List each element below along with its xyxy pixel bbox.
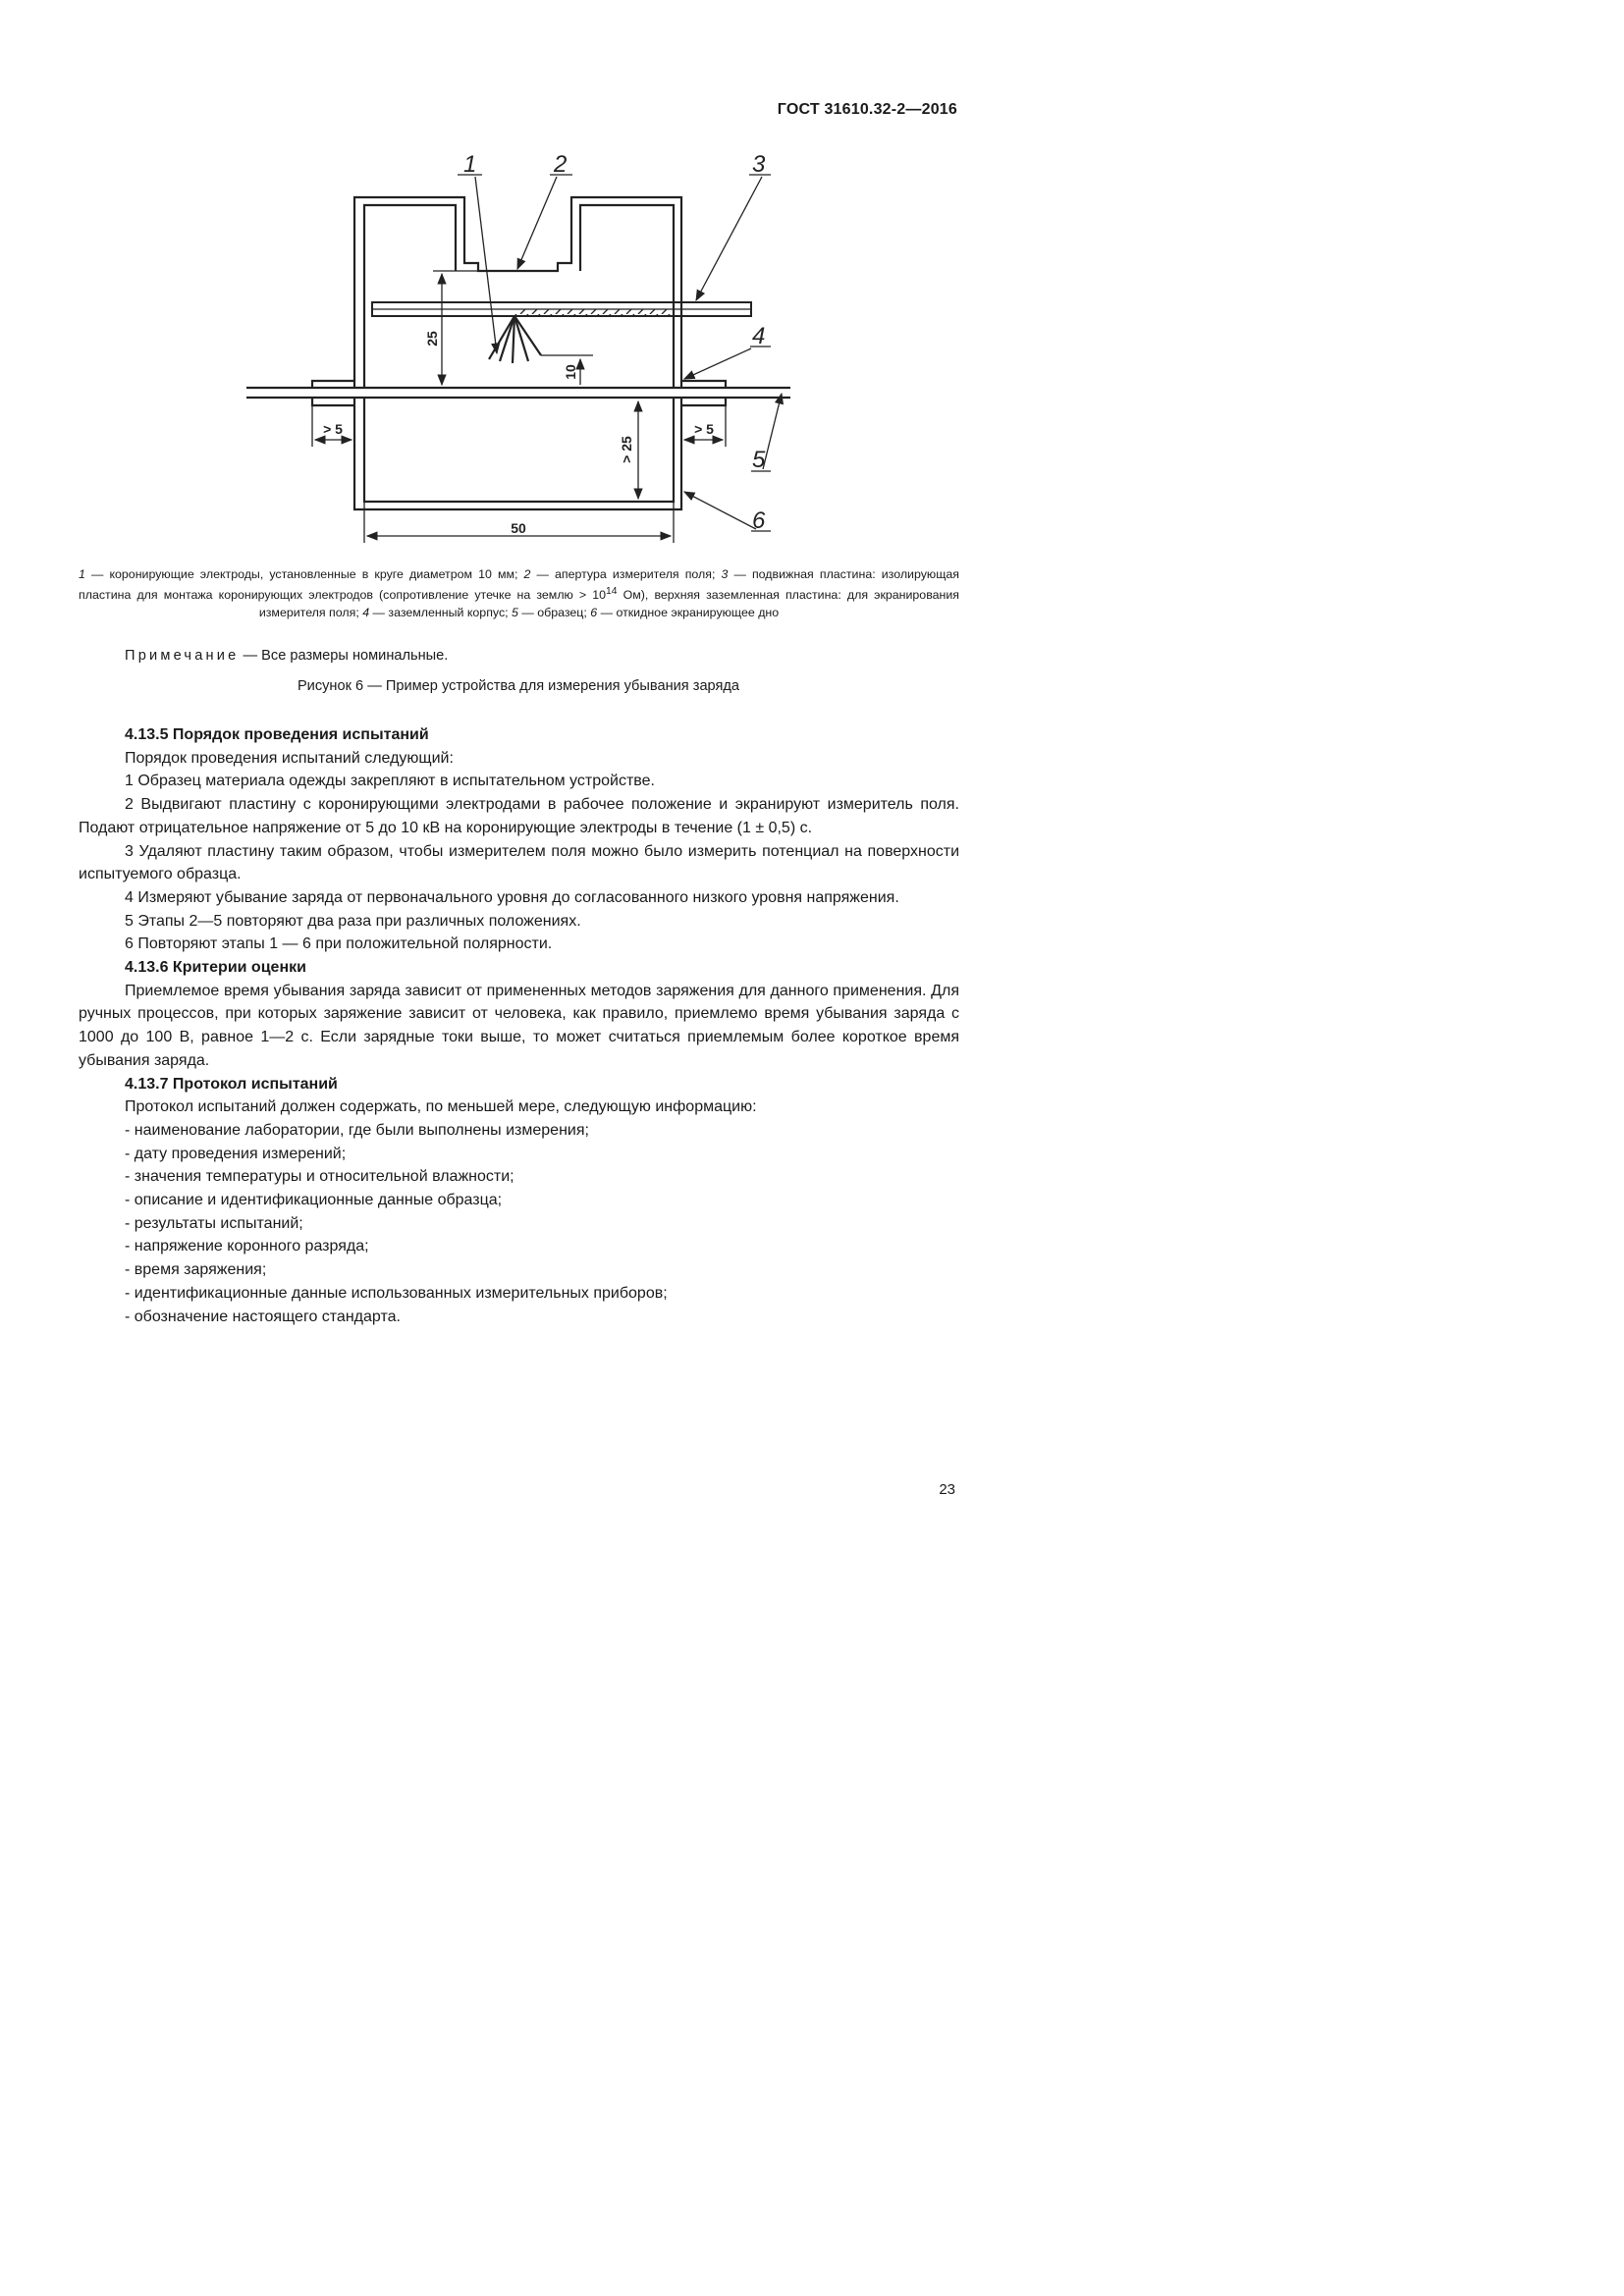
list-item: - наименование лаборатории, где были выполнены измерения; bbox=[125, 1121, 589, 1139]
dim-25: 25 bbox=[424, 331, 440, 347]
legend-text-5: — образец; bbox=[517, 606, 591, 620]
note-text: — Все размеры номинальные. bbox=[239, 648, 449, 664]
list-item: - результаты испытаний; bbox=[125, 1214, 303, 1232]
callout-5: 5 bbox=[752, 447, 766, 473]
dim-gt5-right: > 5 bbox=[694, 421, 714, 437]
list-item: - описание и идентификационные данные образца; bbox=[125, 1192, 503, 1209]
legend-superscript: 14 bbox=[606, 586, 618, 597]
list-item: - обозначение настоящего стандарта. bbox=[125, 1308, 401, 1325]
leader-lines bbox=[458, 175, 782, 531]
list-item: - идентификационные данные использованных измерительных приборов; bbox=[125, 1284, 668, 1302]
section-heading: 4.13.5 Порядок проведения испытаний bbox=[125, 726, 429, 743]
legend-num-5: 5 bbox=[512, 606, 518, 620]
list-item: - дату проведения измерений; bbox=[125, 1145, 347, 1162]
callout-1: 1 bbox=[463, 151, 477, 178]
legend-text-6: — откидное экранирующее дно bbox=[597, 606, 780, 620]
callout-3: 3 bbox=[752, 151, 766, 178]
paragraph: 6 Повторяют этапы 1 — 6 при положительной полярности. bbox=[125, 935, 553, 953]
corona-electrodes bbox=[489, 316, 593, 363]
dim-50: 50 bbox=[511, 520, 526, 536]
paragraph: 1 Образец материала одежды закрепляют в испытательном устройстве. bbox=[125, 773, 655, 790]
legend-num-4: 4 bbox=[362, 606, 370, 620]
legend-text-2: — апертура измерителя поля; bbox=[530, 567, 722, 581]
paragraph: 5 Этапы 2—5 повторяют два раза при различных положениях. bbox=[125, 912, 581, 930]
housing-outline bbox=[312, 197, 726, 509]
list-item: - значения температуры и относительной влажности; bbox=[125, 1168, 514, 1186]
callout-4: 4 bbox=[752, 323, 766, 349]
document-code: ГОСТ 31610.32-2—2016 bbox=[777, 101, 957, 118]
body-text bbox=[79, 723, 959, 1328]
paragraph: Порядок проведения испытаний следующий: bbox=[125, 749, 454, 767]
legend-num-6: 6 bbox=[590, 606, 598, 620]
legend-num-1: 1 bbox=[79, 567, 85, 581]
legend-text-3a: — подвижная пластина: изолирующая пластина для монтажа коронирующих электродов (сопротивление утечке на землю > 10 bbox=[79, 567, 960, 603]
movable-plate bbox=[372, 302, 751, 316]
legend-text-4: — заземленный корпус; bbox=[369, 606, 513, 620]
note-label: Примечание bbox=[125, 648, 240, 664]
legend-num-2: 2 bbox=[523, 567, 531, 581]
callout-2: 2 bbox=[554, 151, 568, 178]
legend-num-3: 3 bbox=[721, 567, 729, 581]
figure-legend bbox=[79, 565, 959, 621]
page-number: 23 bbox=[939, 1481, 955, 1498]
paragraph: Протокол испытаний должен содержать, по меньшей мере, следующую информацию: bbox=[125, 1098, 757, 1116]
sample-lines bbox=[246, 388, 790, 398]
callout-6: 6 bbox=[752, 507, 766, 534]
dim-10: 10 bbox=[563, 364, 578, 380]
paragraph: 3 Удаляют пластину таким образом, чтобы измерителем поля можно было измерить потенциал на поверхности испытуемого образца. bbox=[79, 842, 959, 883]
legend-text-1: — коронирующие электроды, установленные в круге диаметром 10 мм; bbox=[84, 567, 524, 581]
list-item: - напряжение коронного разряда; bbox=[125, 1238, 369, 1255]
section-heading: 4.13.7 Протокол испытаний bbox=[125, 1075, 338, 1093]
dim-gt25: > 25 bbox=[619, 436, 634, 463]
section-heading: 4.13.6 Критерии оценки bbox=[125, 959, 306, 977]
paragraph: 4 Измеряют убывание заряда от первоначального уровня до согласованного низкого уровня напряжения. bbox=[125, 888, 899, 906]
figure-title: Рисунок 6 — Пример устройства для измерения убывания заряда bbox=[297, 678, 740, 694]
apparatus-figure bbox=[0, 0, 1080, 560]
legend-text-3b: Ом), верхняя заземленная пластина: для экранирования измерителя поля; bbox=[258, 588, 959, 620]
paragraph: 2 Выдвигают пластину с коронирующими электродами в рабочее положение и экранируют измеритель поля. Подают отрицательное напряжение от 5 до 10 кВ на коронирующие электроды в течение (1 ± 0,5) с. bbox=[79, 796, 959, 836]
list-item: - время заряжения; bbox=[125, 1261, 267, 1279]
figure-note bbox=[125, 648, 448, 664]
paragraph: Приемлемое время убывания заряда зависит от примененных методов заряжения для данного применения. Для ручных процессов, при которых заряжение зависит от человека, как правило, приемлемо время убывания заряда с 1000 до 100 В, равное 1—2 с. Если зарядные токи выше, то может считаться приемлемым более короткое время убывания заряда. bbox=[79, 982, 959, 1069]
dim-gt5-left: > 5 bbox=[323, 421, 343, 437]
